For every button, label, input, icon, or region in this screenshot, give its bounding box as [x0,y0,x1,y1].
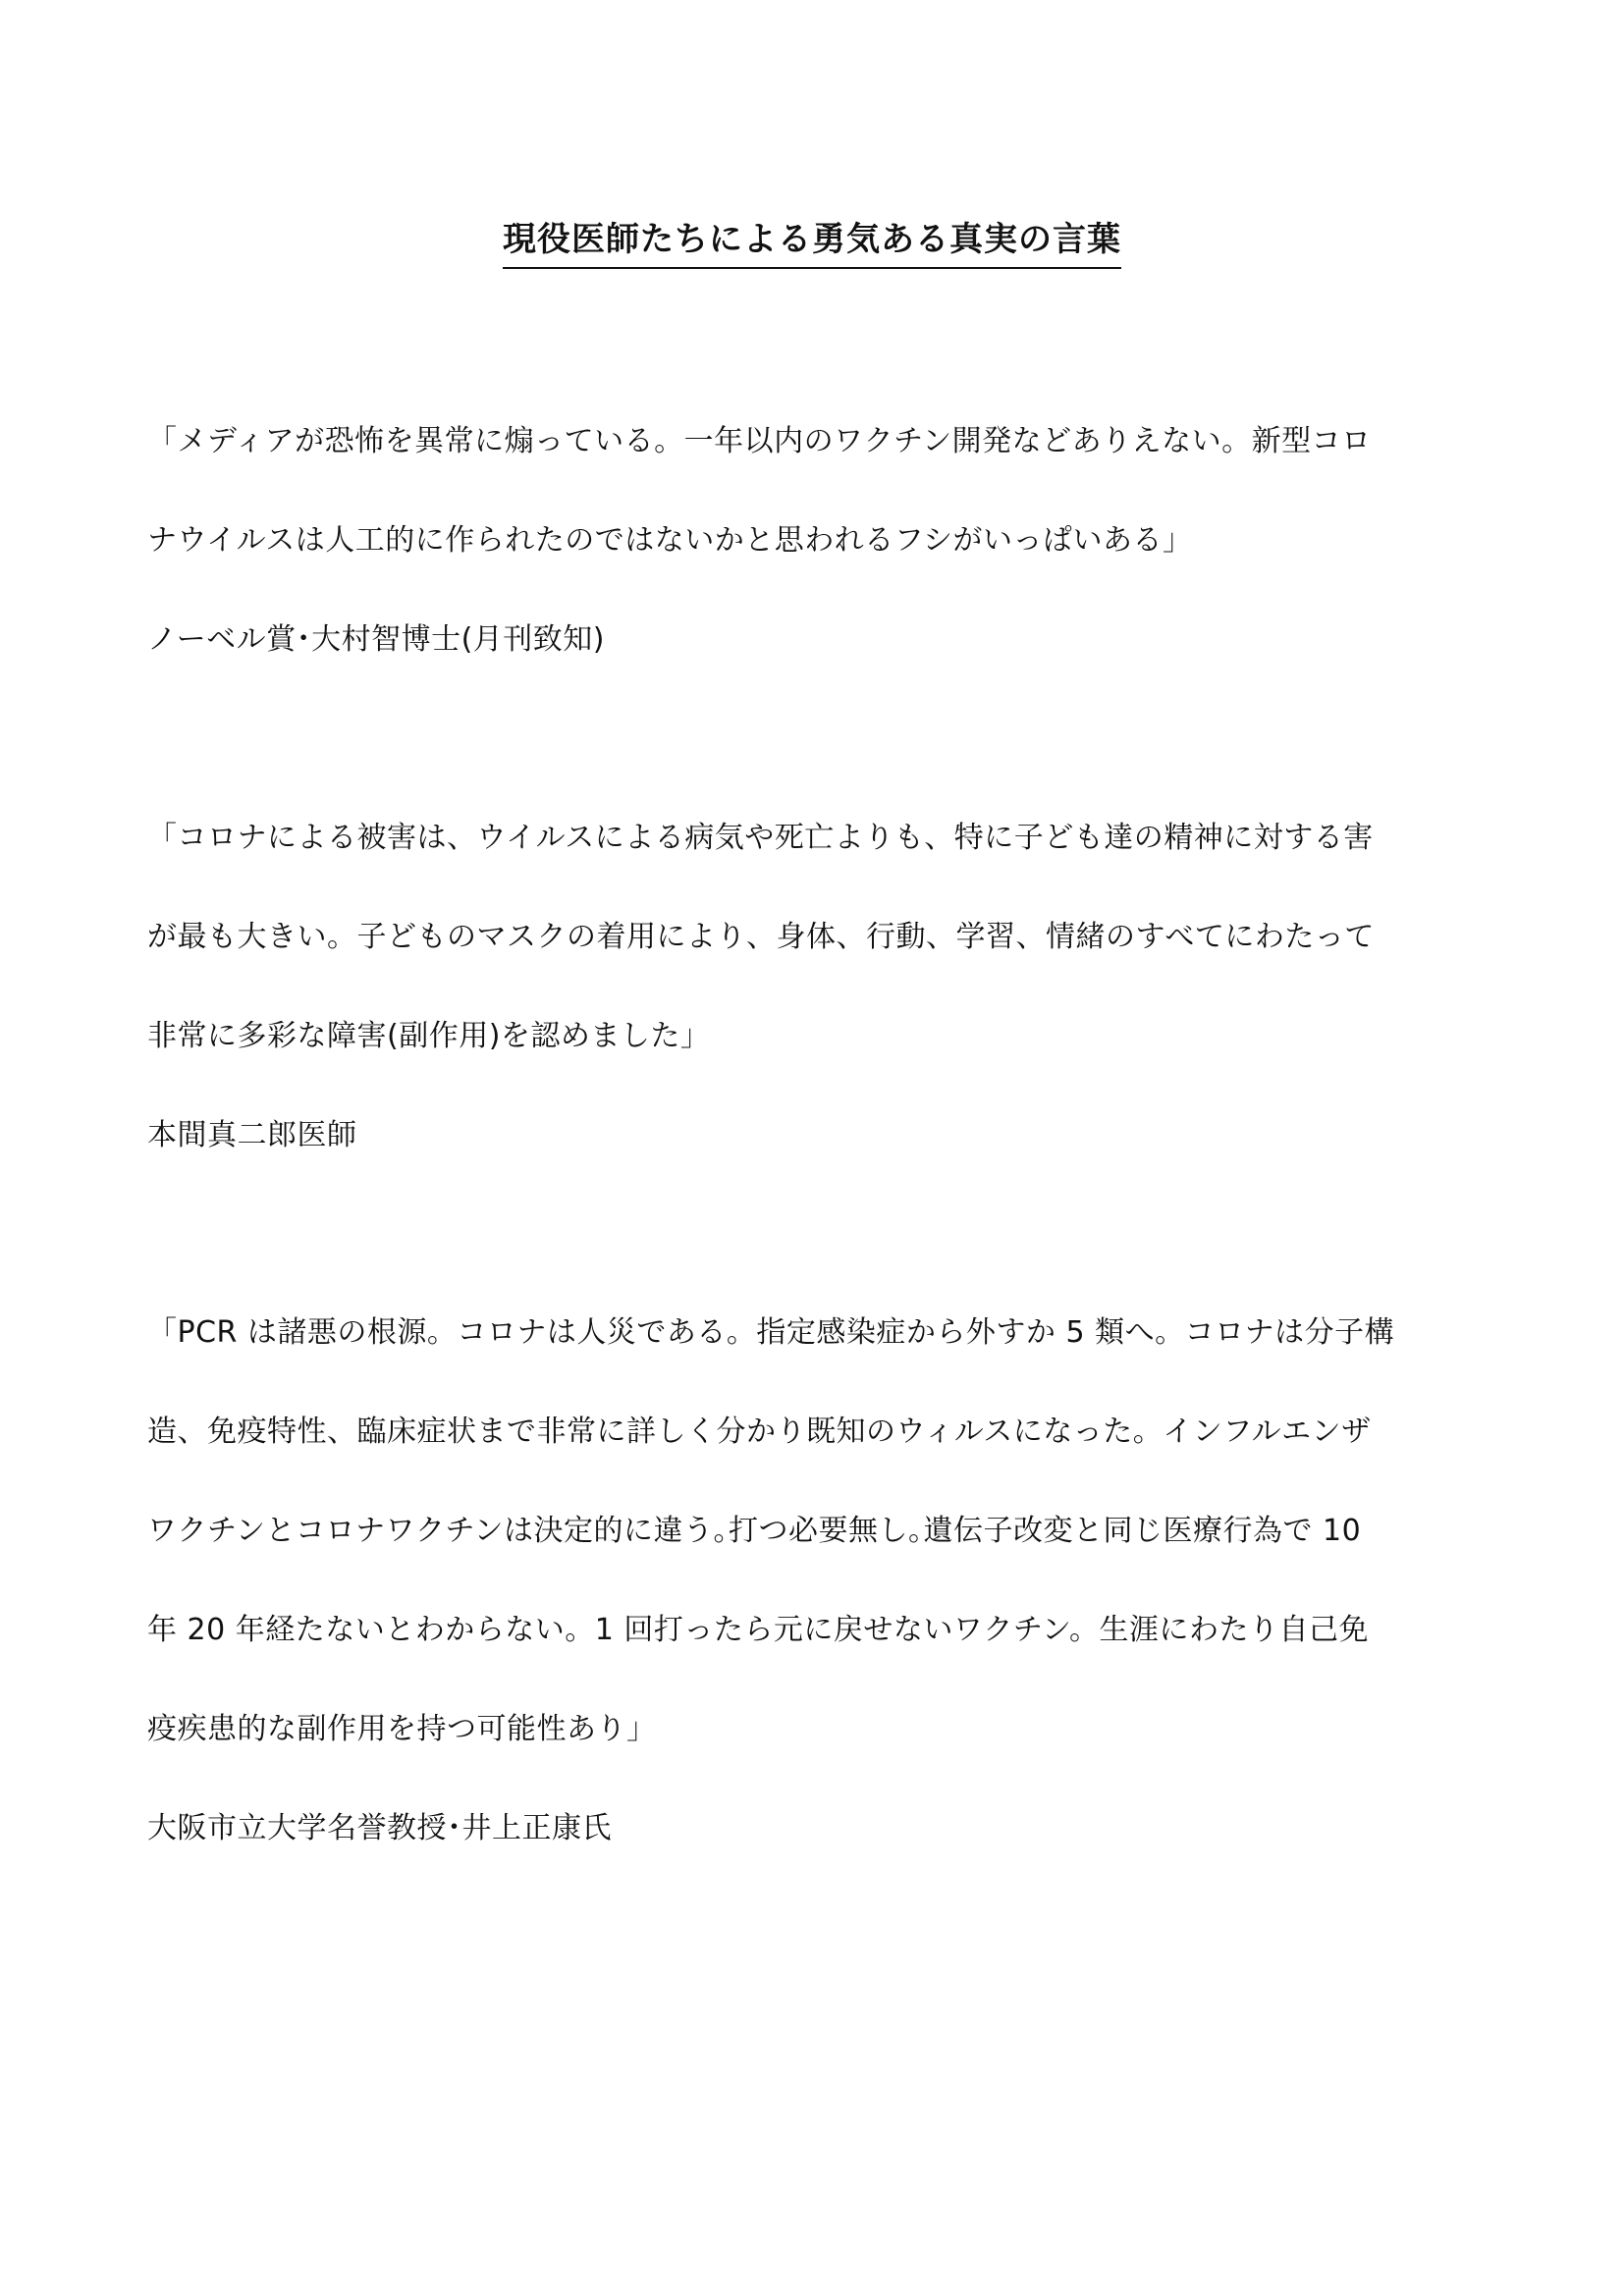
quote-3-line-5: 疫疾患的な副作用を持つ可能性あり」 [147,1712,657,1746]
quote-2-attribution: 本間真二郎医師 [147,1118,357,1152]
quote-3-line-4: 年 20 年経たないとわからない。1 回打ったら元に戻せないワクチン。生涯にわたり自己免 [147,1613,1369,1647]
quote-3-line-2: 造、免疫特性、臨床症状まで非常に詳しく分かり既知のウィルスになった。インフルエンザ [147,1415,1372,1449]
document-title: 現役医師たちによる勇気ある真実の言葉 [503,218,1121,269]
quote-3-line-1: 「PCR は諸悪の根源。コロナは人災である。指定感染症から外すか 5 類へ。コロナは分子構 [147,1315,1395,1350]
quote-3-attribution: 大阪市立大学名誉教授･井上正康氏 [147,1811,612,1845]
title-container [0,218,1624,269]
quote-2-line-2: が最も大きい。子どものマスクの着用により、身体、行動、学習、情緒のすべてにわたって [147,920,1375,954]
quote-1-attribution: ノーベル賞･大村智博士(月刊致知) [147,622,606,657]
quote-2-line-1: 「コロナによる被害は、ウイルスによる病気や死亡よりも、特に子ども達の精神に対する害 [147,821,1374,855]
quote-3-line-3: ワクチンとコロナワクチンは決定的に違う｡打つ必要無し｡遺伝子改変と同じ医療行為で 10 [147,1514,1362,1548]
quote-1-line-2: ナウイルスは人工的に作られたのではないかと思われるフシがいっぱいある」 [147,523,1193,558]
quote-2-line-3: 非常に多彩な障害(副作用)を認めました」 [147,1019,711,1053]
quote-1-line-1: 「メディアが恐怖を異常に煽っている。一年以内のワクチン開発などありえない。新型コロ [147,424,1372,458]
